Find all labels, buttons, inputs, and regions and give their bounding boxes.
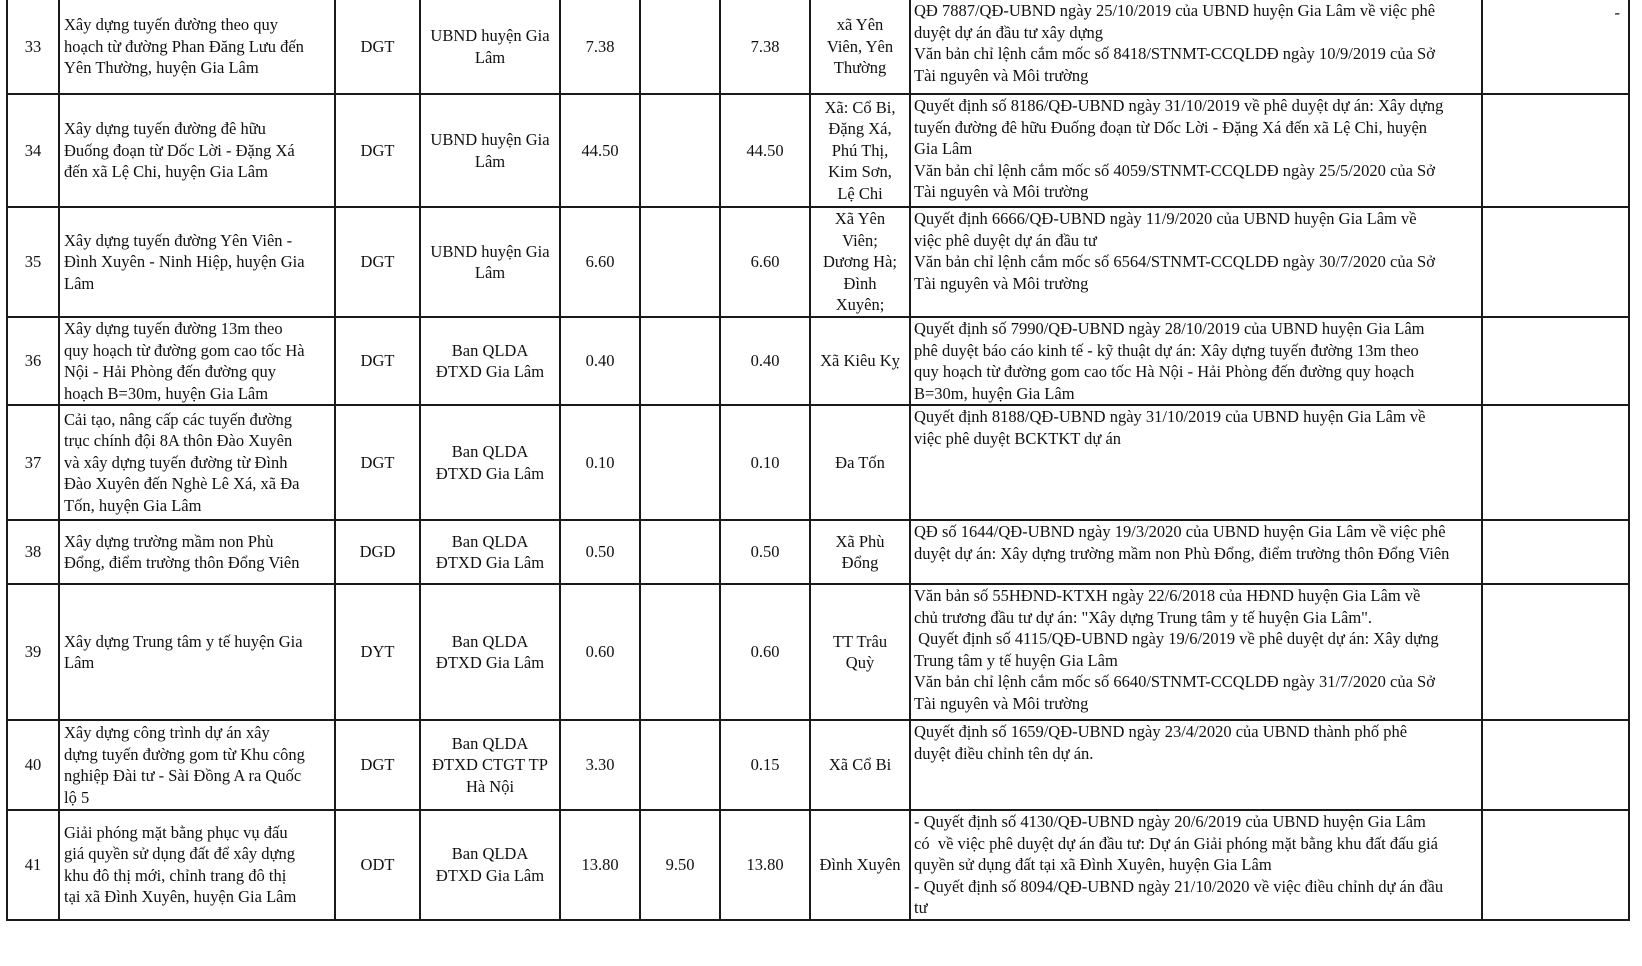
cell-project-name bbox=[59, 317, 335, 405]
table-row bbox=[7, 0, 1629, 94]
cell-land-code bbox=[335, 810, 420, 920]
cell-project-name-line: quy hoạch từ đường gom cao tốc Hà bbox=[64, 340, 305, 360]
cell-location-line: Kim Sơn, bbox=[828, 162, 892, 182]
cell-investor bbox=[420, 207, 560, 317]
cell-stt-text: 41 bbox=[24, 855, 42, 874]
cell-decision-line: Trung tâm y tế huyện Gia Lâm bbox=[914, 650, 1118, 670]
cell-area-text: 3.30 bbox=[585, 755, 615, 775]
cell-decision-line: tư bbox=[914, 898, 928, 917]
cell-location-line: Lệ Chi bbox=[837, 183, 883, 203]
cell-stt bbox=[7, 720, 59, 810]
cell-land-code-text: DGT bbox=[360, 351, 395, 371]
cell-decision-line: Văn bản số 55HĐND-KTXH ngày 22/6/2018 của HĐND huyện Gia Lâm về bbox=[914, 586, 1421, 605]
cell-note-text bbox=[1487, 95, 1624, 97]
cell-location-line: Đình bbox=[843, 273, 877, 293]
cell-rice-area bbox=[640, 317, 720, 405]
cell-decision-line: Quyết định số 7990/QĐ-UBND ngày 28/10/2019 của UBND huyện Gia Lâm bbox=[914, 319, 1425, 338]
project-table bbox=[6, 0, 1630, 921]
cell-use-area-text: 7.38 bbox=[750, 36, 780, 56]
cell-project-name-line: giá quyền sử dụng đất để xây dựng bbox=[64, 844, 295, 864]
cell-location-line: Xã Phù bbox=[835, 531, 885, 551]
cell-land-code-text: DGT bbox=[360, 755, 395, 775]
cell-project-name-line: Xây dựng công trình dự án xây bbox=[64, 723, 270, 742]
cell-location bbox=[810, 0, 910, 94]
cell-decision bbox=[910, 207, 1482, 317]
cell-note-text bbox=[1487, 406, 1624, 408]
cell-project-name-line: Nội - Hải Phòng đến đường quy bbox=[64, 362, 276, 381]
cell-stt bbox=[7, 317, 59, 405]
table-row bbox=[7, 810, 1629, 920]
cell-decision bbox=[910, 405, 1482, 520]
cell-location-line: Đình Xuyên bbox=[819, 855, 901, 874]
cell-use-area-text: 44.50 bbox=[746, 140, 784, 160]
cell-decision-line: duyệt dự án đầu tư xây dựng bbox=[914, 22, 1104, 42]
cell-decision bbox=[910, 810, 1482, 920]
cell-project-name-line: Đuống đoạn từ Dốc Lời - Đặng Xá bbox=[64, 140, 295, 160]
cell-project-name-line: Giải phóng mặt bằng phục vụ đấu bbox=[64, 822, 288, 842]
cell-use-area bbox=[720, 0, 810, 94]
table-body bbox=[7, 0, 1629, 920]
cell-investor bbox=[420, 317, 560, 405]
cell-rice-area bbox=[640, 810, 720, 920]
cell-note-text bbox=[1487, 585, 1624, 587]
cell-land-code-text: DGT bbox=[360, 452, 395, 472]
cell-note bbox=[1482, 720, 1629, 810]
cell-investor-line: ĐTXD Gia Lâm bbox=[435, 653, 545, 672]
cell-investor-line: Hà Nội bbox=[465, 776, 515, 796]
cell-investor-line: UBND huyện Gia bbox=[430, 26, 550, 45]
cell-location-line: Thường bbox=[833, 58, 887, 78]
cell-stt bbox=[7, 584, 59, 720]
cell-stt-text: 36 bbox=[24, 351, 42, 371]
cell-decision-line: Tài nguyên và Môi trường bbox=[914, 273, 1089, 293]
cell-land-code-text: DGD bbox=[359, 542, 396, 562]
cell-use-area-text: 0.40 bbox=[750, 351, 780, 371]
cell-note bbox=[1482, 207, 1629, 317]
cell-use-area bbox=[720, 317, 810, 405]
cell-rice-area-text: 9.50 bbox=[665, 855, 695, 874]
cell-investor-line: ĐTXD Gia Lâm bbox=[435, 463, 545, 483]
cell-investor-line: Ban QLDA bbox=[451, 442, 529, 461]
cell-investor-line: Ban QLDA bbox=[451, 340, 529, 360]
cell-investor-line: ĐTXD Gia Lâm bbox=[435, 553, 545, 572]
cell-investor-line: Lâm bbox=[474, 263, 506, 282]
cell-project-name-line: và xây dựng tuyến đường từ Đình bbox=[64, 452, 288, 472]
cell-decision-line: - Quyết định số 4130/QĐ-UBND ngày 20/6/2019 của UBND huyện Gia Lâm bbox=[914, 812, 1426, 831]
cell-land-code bbox=[335, 317, 420, 405]
table-row bbox=[7, 584, 1629, 720]
cell-project-name bbox=[59, 520, 335, 584]
cell-project-name-line: Lâm bbox=[64, 653, 95, 672]
cell-location bbox=[810, 405, 910, 520]
cell-project-name bbox=[59, 810, 335, 920]
cell-stt-text: 33 bbox=[24, 36, 42, 56]
cell-project-name bbox=[59, 584, 335, 720]
cell-location-line: xã Yên bbox=[836, 15, 884, 35]
cell-land-code bbox=[335, 520, 420, 584]
table-row bbox=[7, 720, 1629, 810]
cell-project-name-line: Yên Thường, huyện Gia Lâm bbox=[64, 58, 259, 78]
cell-location bbox=[810, 584, 910, 720]
cell-project-name-line: Xây dựng trường mầm non Phù bbox=[64, 531, 274, 551]
cell-project-name-line: dựng tuyến đường gom từ Khu công bbox=[64, 744, 305, 764]
cell-area-text: 0.10 bbox=[585, 452, 615, 472]
cell-stt bbox=[7, 810, 59, 920]
cell-project-name-line: hoạch từ đường Phan Đăng Lưu đến bbox=[64, 36, 304, 56]
cell-note bbox=[1482, 94, 1629, 207]
cell-project-name-line: Xây dựng tuyến đường 13m theo bbox=[64, 319, 283, 338]
cell-investor-line: ĐTXD Gia Lâm bbox=[435, 865, 545, 885]
cell-investor-line: Lâm bbox=[474, 47, 506, 67]
cell-land-code bbox=[335, 405, 420, 520]
cell-decision-line: Tài nguyên và Môi trường bbox=[914, 693, 1089, 713]
cell-stt bbox=[7, 207, 59, 317]
cell-area bbox=[560, 207, 640, 317]
cell-investor bbox=[420, 810, 560, 920]
cell-investor bbox=[420, 0, 560, 94]
cell-decision-line: Quyết định số 8186/QĐ-UBND ngày 31/10/2019 về phê duyệt dự án: Xây dựng bbox=[914, 96, 1444, 115]
cell-project-name bbox=[59, 0, 335, 94]
cell-rice-area bbox=[640, 584, 720, 720]
cell-stt bbox=[7, 0, 59, 94]
cell-land-code-text: DGT bbox=[360, 36, 395, 56]
cell-decision-line: có về việc phê duyệt dự án đầu tư: Dự án Giải phóng mặt bằng khu đất đấu giá bbox=[914, 833, 1438, 853]
cell-stt-text: 39 bbox=[24, 642, 42, 662]
cell-investor bbox=[420, 720, 560, 810]
cell-investor-line: Ban QLDA bbox=[451, 631, 529, 651]
cell-use-area-text: 13.80 bbox=[746, 855, 784, 874]
cell-decision-line: Văn bản chỉ lệnh cắm mốc số 4059/STNMT-CCQLDĐ ngày 25/5/2020 của Sở bbox=[914, 160, 1435, 180]
cell-project-name-line: Đào Xuyên đến Nghè Lê Xá, xã Đa bbox=[64, 474, 300, 494]
cell-note-text: - bbox=[1614, 3, 1620, 22]
cell-note-text bbox=[1487, 811, 1624, 813]
cell-use-area bbox=[720, 94, 810, 207]
cell-investor-line: ĐTXD CTGT TP bbox=[432, 755, 548, 775]
table-row bbox=[7, 207, 1629, 317]
cell-note bbox=[1482, 810, 1629, 920]
cell-land-code-text: ODT bbox=[360, 855, 395, 874]
cell-project-name-line: Đổng, điểm trường thôn Đổng Viên bbox=[64, 553, 300, 572]
cell-location-line: Đa Tốn bbox=[835, 452, 885, 472]
cell-location bbox=[810, 520, 910, 584]
cell-land-code bbox=[335, 720, 420, 810]
cell-use-area-text: 6.60 bbox=[750, 252, 780, 272]
cell-note bbox=[1482, 584, 1629, 720]
cell-use-area bbox=[720, 810, 810, 920]
cell-location bbox=[810, 94, 910, 207]
cell-location-line: TT Trâu bbox=[832, 631, 888, 651]
cell-decision bbox=[910, 0, 1482, 94]
cell-area bbox=[560, 94, 640, 207]
cell-stt-text: 35 bbox=[24, 252, 42, 272]
cell-location-line: Đổng bbox=[841, 553, 879, 572]
cell-project-name bbox=[59, 94, 335, 207]
cell-rice-area bbox=[640, 520, 720, 584]
cell-area-text: 0.60 bbox=[585, 642, 615, 662]
cell-decision-line: duyệt dự án: Xây dựng trường mầm non Phù Đổng, điểm trường thôn Đổng Viên bbox=[914, 543, 1450, 563]
cell-location bbox=[810, 810, 910, 920]
cell-location-line: Xã: Cổ Bi, bbox=[824, 97, 896, 117]
cell-investor-line: UBND huyện Gia bbox=[430, 241, 550, 261]
cell-investor-line: Lâm bbox=[474, 151, 506, 171]
cell-investor bbox=[420, 584, 560, 720]
cell-rice-area bbox=[640, 207, 720, 317]
cell-note bbox=[1482, 317, 1629, 405]
cell-location-line: Xã Yên bbox=[834, 209, 886, 229]
cell-project-name-line: tại xã Đình Xuyên, huyện Gia Lâm bbox=[64, 887, 297, 907]
cell-investor-line: ĐTXD Gia Lâm bbox=[435, 362, 545, 381]
cell-decision-line: quyền sử dụng đất tại xã Đình Xuyên, huyện Gia Lâm bbox=[914, 855, 1272, 874]
table-row bbox=[7, 520, 1629, 584]
cell-stt-text: 37 bbox=[24, 452, 42, 472]
cell-land-code bbox=[335, 207, 420, 317]
cell-decision bbox=[910, 317, 1482, 405]
cell-use-area bbox=[720, 584, 810, 720]
cell-project-name-line: đến xã Lệ Chi, huyện Gia Lâm bbox=[64, 162, 268, 182]
cell-note bbox=[1482, 405, 1629, 520]
cell-project-name-line: Lâm bbox=[64, 273, 95, 293]
cell-project-name-line: Xây dựng tuyến đường đê hữu bbox=[64, 119, 266, 139]
cell-decision-line: Văn bản chỉ lệnh cắm mốc số 6564/STNMT-CCQLDĐ ngày 30/7/2020 của Sở bbox=[914, 252, 1435, 271]
cell-area bbox=[560, 405, 640, 520]
cell-land-code-text: DGT bbox=[360, 140, 395, 160]
cell-area bbox=[560, 317, 640, 405]
cell-decision-line: B=30m, huyện Gia Lâm bbox=[914, 383, 1075, 403]
cell-location-line: Đặng Xá, bbox=[828, 119, 892, 139]
cell-decision-line: Quyết định 8188/QĐ-UBND ngày 31/10/2019 của UBND huyện Gia Lâm về bbox=[914, 407, 1426, 426]
cell-decision-line: QĐ 7887/QĐ-UBND ngày 25/10/2019 của UBND huyện Gia Lâm về việc phê bbox=[914, 1, 1436, 20]
cell-location bbox=[810, 207, 910, 317]
cell-note-text bbox=[1487, 208, 1624, 210]
cell-project-name-line: Xây dựng tuyến đường theo quy bbox=[64, 15, 279, 35]
cell-note-text bbox=[1487, 521, 1624, 523]
cell-decision-line: chủ trương đầu tư dự án: "Xây dựng Trung tâm y tế huyện Gia Lâm". bbox=[914, 607, 1373, 627]
cell-location bbox=[810, 720, 910, 810]
cell-investor-line: Ban QLDA bbox=[451, 844, 529, 864]
cell-location-line: Viên; bbox=[842, 230, 878, 250]
cell-decision-line: - Quyết định số 8094/QĐ-UBND ngày 21/10/2020 về việc điều chỉnh dự án đầu bbox=[914, 876, 1444, 896]
cell-use-area bbox=[720, 720, 810, 810]
cell-decision-line: Tài nguyên và Môi trường bbox=[914, 65, 1089, 85]
cell-decision bbox=[910, 584, 1482, 720]
cell-land-code bbox=[335, 94, 420, 207]
cell-stt bbox=[7, 520, 59, 584]
cell-location bbox=[810, 317, 910, 405]
cell-project-name bbox=[59, 720, 335, 810]
cell-decision bbox=[910, 520, 1482, 584]
cell-rice-area bbox=[640, 0, 720, 94]
cell-use-area bbox=[720, 520, 810, 584]
cell-note-text bbox=[1487, 318, 1624, 320]
cell-land-code bbox=[335, 584, 420, 720]
cell-use-area bbox=[720, 405, 810, 520]
cell-location-line: Xã Cổ Bi bbox=[828, 755, 892, 775]
cell-area-text: 44.50 bbox=[581, 140, 619, 160]
cell-investor bbox=[420, 405, 560, 520]
cell-land-code bbox=[335, 0, 420, 94]
cell-stt-text: 40 bbox=[24, 755, 42, 775]
cell-decision-line: phê duyệt báo cáo kinh tế - kỹ thuật dự án: Xây dựng tuyến đường 13m theo bbox=[914, 340, 1419, 360]
table-row bbox=[7, 405, 1629, 520]
cell-area-text: 0.40 bbox=[585, 351, 615, 371]
cell-decision-line: Tài nguyên và Môi trường bbox=[914, 182, 1089, 201]
cell-use-area bbox=[720, 207, 810, 317]
cell-investor bbox=[420, 520, 560, 584]
cell-project-name-line: nghiệp Đài tư - Sài Đồng A ra Quốc bbox=[64, 766, 302, 785]
cell-project-name-line: khu đô thị mới, chỉnh trang đô thị bbox=[64, 865, 287, 885]
cell-decision-line: việc phê duyệt BCKTKT dự án bbox=[914, 428, 1122, 448]
cell-stt bbox=[7, 405, 59, 520]
cell-use-area-text: 0.50 bbox=[750, 542, 780, 562]
cell-note bbox=[1482, 0, 1629, 94]
cell-area bbox=[560, 584, 640, 720]
cell-investor-line: Ban QLDA bbox=[451, 733, 529, 753]
cell-location-line: Xuyên; bbox=[835, 295, 885, 315]
cell-location-line: Phú Thị, bbox=[831, 140, 889, 160]
cell-decision-line: duyệt điều chỉnh tên dự án. bbox=[914, 743, 1094, 763]
cell-area bbox=[560, 520, 640, 584]
cell-stt-text: 34 bbox=[24, 140, 42, 160]
cell-decision-line: Gia Lâm bbox=[914, 139, 973, 158]
cell-location-line: Quỳ bbox=[845, 653, 875, 672]
cell-project-name bbox=[59, 207, 335, 317]
cell-decision-line: QĐ số 1644/QĐ-UBND ngày 19/3/2020 của UBND huyện Gia Lâm về việc phê bbox=[914, 522, 1446, 541]
cell-rice-area bbox=[640, 94, 720, 207]
cell-decision-line: Văn bản chỉ lệnh cắm mốc số 6640/STNMT-CCQLDĐ ngày 31/7/2020 của Sở bbox=[914, 672, 1435, 691]
table-row bbox=[7, 94, 1629, 207]
cell-project-name bbox=[59, 405, 335, 520]
cell-area bbox=[560, 0, 640, 94]
cell-area-text: 0.50 bbox=[585, 542, 615, 562]
cell-area-text: 7.38 bbox=[585, 36, 615, 56]
cell-stt-text: 38 bbox=[24, 542, 42, 562]
cell-decision-line: Văn bản chỉ lệnh cắm mốc số 8418/STNMT-CCQLDĐ ngày 10/9/2019 của Sở bbox=[914, 44, 1435, 63]
cell-project-name-line: Tốn, huyện Gia Lâm bbox=[64, 495, 202, 515]
cell-location-line: Viên, Yên bbox=[826, 36, 894, 56]
cell-land-code-text: DGT bbox=[360, 252, 395, 272]
cell-area bbox=[560, 720, 640, 810]
cell-use-area-text: 0.60 bbox=[750, 642, 780, 662]
cell-stt bbox=[7, 94, 59, 207]
cell-project-name-line: lộ 5 bbox=[64, 787, 90, 807]
cell-note bbox=[1482, 520, 1629, 584]
cell-decision-line: Quyết định số 4115/QĐ-UBND ngày 19/6/2019 về phê duyệt dự án: Xây dựng bbox=[914, 629, 1439, 648]
cell-decision bbox=[910, 720, 1482, 810]
cell-area-text: 6.60 bbox=[585, 252, 615, 272]
cell-rice-area bbox=[640, 720, 720, 810]
cell-location-line: Dương Hà; bbox=[822, 252, 898, 272]
cell-use-area-text: 0.10 bbox=[750, 452, 780, 472]
cell-project-name-line: Đình Xuyên - Ninh Hiệp, huyện Gia bbox=[64, 252, 305, 272]
cell-decision-line: việc phê duyệt dự án đầu tư bbox=[914, 230, 1097, 250]
cell-decision-line: Quyết định 6666/QĐ-UBND ngày 11/9/2020 của UBND huyện Gia Lâm về bbox=[914, 209, 1417, 228]
cell-project-name-line: Xây dựng tuyến đường Yên Viên - bbox=[64, 230, 293, 250]
cell-project-name-line: Xây dựng Trung tâm y tế huyện Gia bbox=[64, 631, 303, 651]
cell-investor bbox=[420, 94, 560, 207]
cell-decision-line: tuyến đường đê hữu Đuống đoạn từ Dốc Lời - Đặng Xá đến xã Lệ Chi, huyện bbox=[914, 117, 1428, 137]
cell-rice-area bbox=[640, 405, 720, 520]
cell-decision-line: quy hoạch từ đường gom cao tốc Hà Nội - Hải Phòng đến đường quy hoạch bbox=[914, 362, 1415, 381]
cell-decision-line: Quyết định số 1659/QĐ-UBND ngày 23/4/2020 của UBND thành phố phê bbox=[914, 722, 1408, 741]
cell-note-text bbox=[1487, 721, 1624, 723]
cell-project-name-line: hoạch B=30m, huyện Gia Lâm bbox=[64, 383, 269, 403]
cell-project-name-line: trục chính đội 8A thôn Đào Xuyên bbox=[64, 431, 293, 451]
cell-decision bbox=[910, 94, 1482, 207]
cell-area bbox=[560, 810, 640, 920]
cell-location-line: Xã Kiêu Kỵ bbox=[820, 351, 900, 371]
cell-investor-line: Ban QLDA bbox=[451, 531, 529, 551]
cell-land-code-text: DYT bbox=[360, 642, 395, 662]
cell-project-name-line: Cải tạo, nâng cấp các tuyến đường bbox=[64, 409, 292, 429]
cell-investor-line: UBND huyện Gia bbox=[430, 130, 550, 149]
table-row bbox=[7, 317, 1629, 405]
cell-use-area-text: 0.15 bbox=[750, 755, 780, 775]
cell-area-text: 13.80 bbox=[581, 855, 619, 874]
